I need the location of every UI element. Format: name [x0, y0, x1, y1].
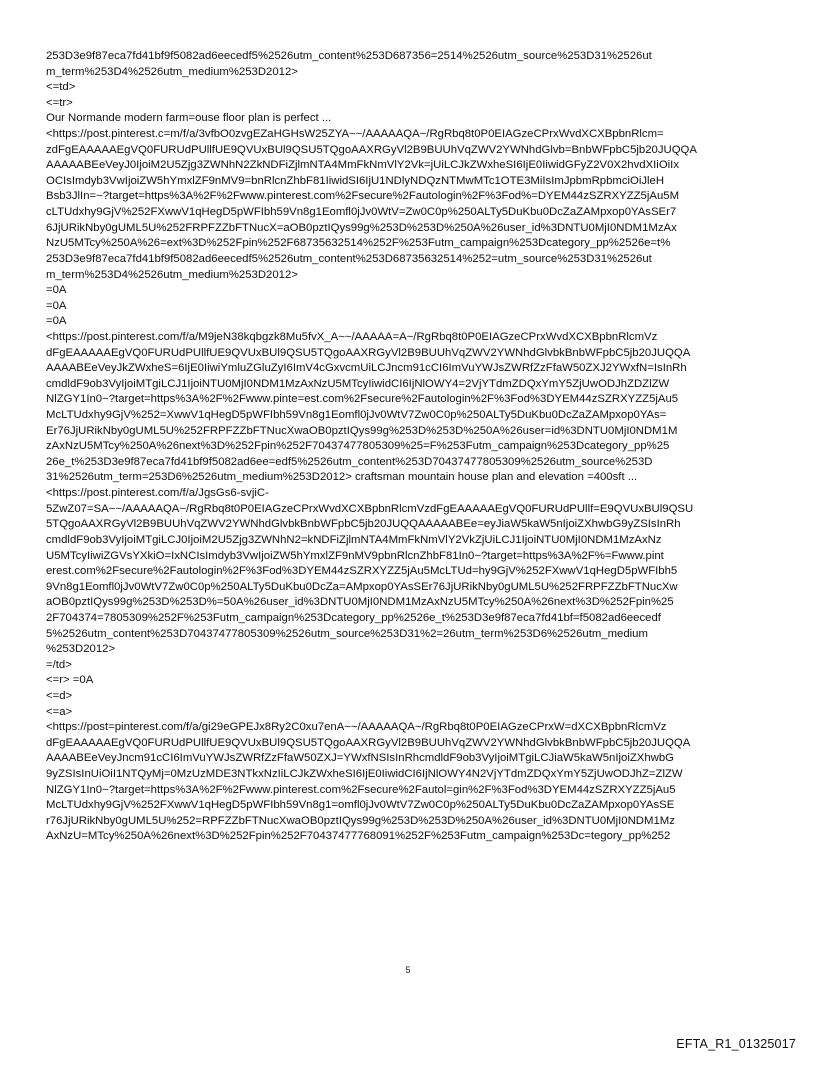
text-line: =0A [46, 299, 67, 312]
text-line: cmdldF9ob3VyIjoiMTgiLCJ0IjoiM2U5Zjg3ZWNhN2=kNDFiZjlmNTA4MmFkNmVlY2VkZjUiLCJ1IjoiNTU0MjI0NDM1MzAxNz [46, 533, 662, 546]
text-line: NlZGY1In0~?target=https%3A%2F%2Fwww.pinterest.com%2Fsecure%2Fautol=gin%2F%3Fod%3DYEM44zSZRXYZZ5jAu5 [46, 783, 676, 796]
text-line: zdFgEAAAAAEgVQ0FURUdPUllfUE9QVUxBUl9QSU5TQgoAAXRGyVl2B9BUUhVqZWV2YWNhdGlvb=BnbWFpbC5jb20JUQQA [46, 143, 697, 156]
text-line: zAxNzU5MTcy%250A%26next%3D%252Fpin%252F70437477805309%25=F%253Futm_campaign%253Dcategory_pp%25 [46, 440, 670, 453]
text-line: dFgEAAAAAEgVQ0FURUdPUllfUE9QVUxBUl9QSU5TQgoAAXRGyVl2B9BUUhVqZWV2YWNhdGlvbkBnbWFpbC5jb20JUQQA [46, 736, 691, 749]
text-line: r76JjURikNby0gUML5U%252=RPFZZbFTNucXwaOB0pztIQys99g%253D%253D%250A%26user_id%3DNTU0MjI0NDM1Mz [46, 814, 675, 827]
text-line: 5TQgoAAXRGyVl2B9BUUhVqZWV2YWNhdGlvbkBnbWFpbC5jb20JUQQAAAAABEe=eyJiaW5kaW5nIjoiZXhwbG9yZSIsInRh [46, 518, 681, 531]
text-line: aOB0pztIQys99g%253D%253D%=50A%26user_id%3DNTU0MjI0NDM1MzAxNzU5MTcy%250A%26next%3D%252Fpin%25 [46, 596, 674, 609]
text-line: 253D3e9f87eca7fd41bf9f5082ad6eecedf5%2526utm_content%253D68735632514%252=utm_source%253D31%2526ut [46, 252, 652, 265]
text-line: =0A [46, 315, 67, 328]
text-line: <=d> [46, 689, 73, 702]
text-line: <=td> [46, 81, 76, 94]
text-line: 5ZwZ07=SA~~/AAAAAQA~/RgRbq8t0P0EIAGzeCPrxWvdXCXBpbnRlcmVzdFgEAAAAAEgVQ0FURUdPUllf=E9QVUxBUl9QSU [46, 502, 694, 515]
text-line: <=r> =0A [46, 674, 94, 687]
text-line: <https://post=pinterest.com/f/a/gi29eGPEJx8Ry2C0xu7enA~~/AAAAAQA~/RgRbq8t0P0EIAGzeCPrxW=dXCXBpbnRlcmVz [46, 721, 667, 734]
text-line: Er76JjURikNby0gUML5U%252FRPFZZbFTNucXwaOB0pztIQys99g%253D%253D%250A%26user=id%3DNTU0MjI0NDM1M [46, 424, 678, 437]
text-line: <https://post.pinterest.com/f/a/M9jeN38kqbgzk8Mu5fvX_A~~/AAAAA=A~/RgRbq8t0P0EIAGzeCPrxWvdXCXBpbnRlcmVz [46, 330, 658, 343]
text-line: m_term%253D4%2526utm_medium%253D2012> [46, 65, 298, 78]
text-line: Our Normande modern farm=ouse floor plan is perfect ... [46, 112, 332, 125]
text-line: AAAABEeVeyJkZWxheS=6IjE0IiwiYmluZGluZyI6ImV4cGxvcmUiLCJncm91cCI6ImVuYWJsZWRfZzFfaW50ZXJ2YWxfN=IsInRh [46, 362, 687, 375]
text-line: <https://post.pinterest.c=m/f/a/3vfbO0zvgEZaHGHsW25ZYA~~/AAAAAQA~/RgRbq8t0P0EIAGzeCPrxWvdXCXBpbnRlcm= [46, 128, 664, 141]
text-line: erest.com%2Fsecure%2Fautologin%2F%3Fod%3DYEM44zSZRXYZZ5jAu5McLTUd=hy9GjV%252FXwwV1qHegD5pWFIbh5 [46, 565, 678, 578]
text-line: m_term%253D4%2526utm_medium%253D2012> [46, 268, 298, 281]
text-line: 31%2526utm_term=253D6%2526utm_medium%253D2012> craftsman mountain house plan and elevation =400sft ... [46, 471, 638, 484]
text-line: 9Vn8g1Eomfl0jJv0WtV7Zw0C0p%250ALTy5DuKbu0DcZa=AMpxop0YAsSEr76JjURikNby0gUML5U%252FRPFZZbFTNucXw [46, 580, 678, 593]
text-line: 6JjURikNby0gUML5U%252FRPFZZbFTNucX=aOB0pztIQys99g%253D%253D%250A%26user_id%3DNTU0MjI0NDM1MzAx [46, 221, 677, 234]
text-line: NlZGY1In0~?target=https%3A%2F%2Fwww.pinte=est.com%2Fsecure%2Fautologin%2F%3Fod%3DYEM44zSZRXYZZ5jAu5 [46, 393, 679, 406]
text-line: AAAABEeVeyJncm91cCI6ImVuYWJsZWRfZzFfaW50ZXJ=YWxfNSIsInRhcmdldF9ob3VyIjoiMTgiLCJiaW5kaW5nIjoiZXhwbG [46, 752, 674, 765]
text-line: OCIsImdyb3VwIjoiZW5hYmxlZF9nMV9=bnRlcnZhbF81IiwidSI6IjU1NDlyNDQzNTMwMTc1OTE3MiIsImJpbmRpbmciOiJleH [46, 174, 665, 187]
text-line: 5%2526utm_content%253D70437477805309%2526utm_source%253D31%2=26utm_term%253D6%2526utm_medium [46, 627, 648, 640]
text-line: 9yZSIsInUiOiI1NTQyMj=0MzUzMDE3NTkxNzIiLCJkZWxheSI6IjE0IiwidCI6IjNlOWY4N2VjYTdmZDQxYmY5ZjUwODJhZ=ZlZW [46, 768, 683, 781]
text-line: AAAAABEeVeyJ0IjoiM2U5Zjg3ZWNhN2ZkNDFiZjlmNTA4MmFkNmVlY2Vk=jUiLCJkZWxheSI6IjE0IiwidGFyZ2V0X2hvdXIiOiIx [46, 159, 679, 172]
text-line: NzU5MTcy%250A%26=ext%3D%252Fpin%252F68735632514%252F%253Futm_campaign%253Dcategory_pp%2526e=t% [46, 237, 671, 250]
text-line: <https://post.pinterest.com/f/a/JgsGs6-svjiC- [46, 487, 269, 500]
text-line: U5MTcyIiwiZGVsYXkiO=IxNCIsImdyb3VwIjoiZW5hYmxlZF9nMV9pbnRlcnZhbF81In0~?target=https%3A%2F%=Fwww.pint [46, 549, 664, 562]
text-line: AxNzU=MTcy%250A%26next%3D%252Fpin%252F70437477768091%252F%253Futm_campaign%253Dc=tegory_pp%252 [46, 830, 671, 843]
document-body [46, 49, 776, 845]
text-line: %253D2012> [46, 643, 116, 656]
text-line: 2F704374=7805309%252F%253Futm_campaign%253Dcategory_pp%2526e_t%253D3e9f87eca7fd41bf=f5082ad6eecedf [46, 611, 661, 624]
text-line: <=a> [46, 705, 73, 718]
text-line: Bsb3JlIn=~?target=https%3A%2F%2Fwww.pinterest.com%2Fsecure%2Fautologin%2F%3Fod%=DYEM44zSZRXYZZ5jAu5M [46, 190, 680, 203]
text-line: McLTUdxhy9GjV%252FXwwV1qHegD5pWFIbh59Vn8g1=omfl0jJv0WtV7Zw0C0p%250ALTy5DuKbu0DcZaZAMpxop0YAsSE [46, 799, 675, 812]
text-line: McLTUdxhy9GjV%252=XwwV1qHegD5pWFIbh59Vn8g1Eomfl0jJv0WtV7Zw0C0p%250ALTy5DuKbu0DcZaZAMpxop0YAs= [46, 409, 667, 422]
text-line: =0A [46, 284, 67, 297]
document-id: EFTA_R1_01325017 [676, 1037, 796, 1051]
text-line: 26e_t%253D3e9f87eca7fd41bf9f5082ad6ee=edf5%2526utm_content%253D70437477805309%2526utm_source%253D [46, 455, 653, 468]
page-number: 5 [405, 965, 411, 975]
text-line: <=tr> [46, 96, 73, 109]
text-line: cLTUdxhy9GjV%252FXwwV1qHegD5pWFIbh59Vn8g1Eomfl0jJv0WtV=Zw0C0p%250ALTy5DuKbu0DcZaZAMpxop0YAsSEr7 [46, 206, 677, 219]
text-line: 253D3e9f87eca7fd41bf9f5082ad6eecedf5%2526utm_content%253D687356=2514%2526utm_source%253D31%2526ut [46, 50, 652, 62]
text-line: =/td> [46, 658, 72, 671]
text-line: dFgEAAAAAEgVQ0FURUdPUllfUE9QVUxBUl9QSU5TQgoAAXRGyVl2B9BUUhVqZWV2YWNhdGlvbkBnbWFpbC5jb20JUQQA [46, 346, 691, 359]
text-line: cmdldF9ob3VyIjoiMTgiLCJ1IjoiNTU0MjI0NDM1MzAxNzU5MTcyIiwidCI6IjNlOWY4=2VjYTdmZDQxYmY5ZjUwODJhZDZlZW [46, 377, 670, 390]
